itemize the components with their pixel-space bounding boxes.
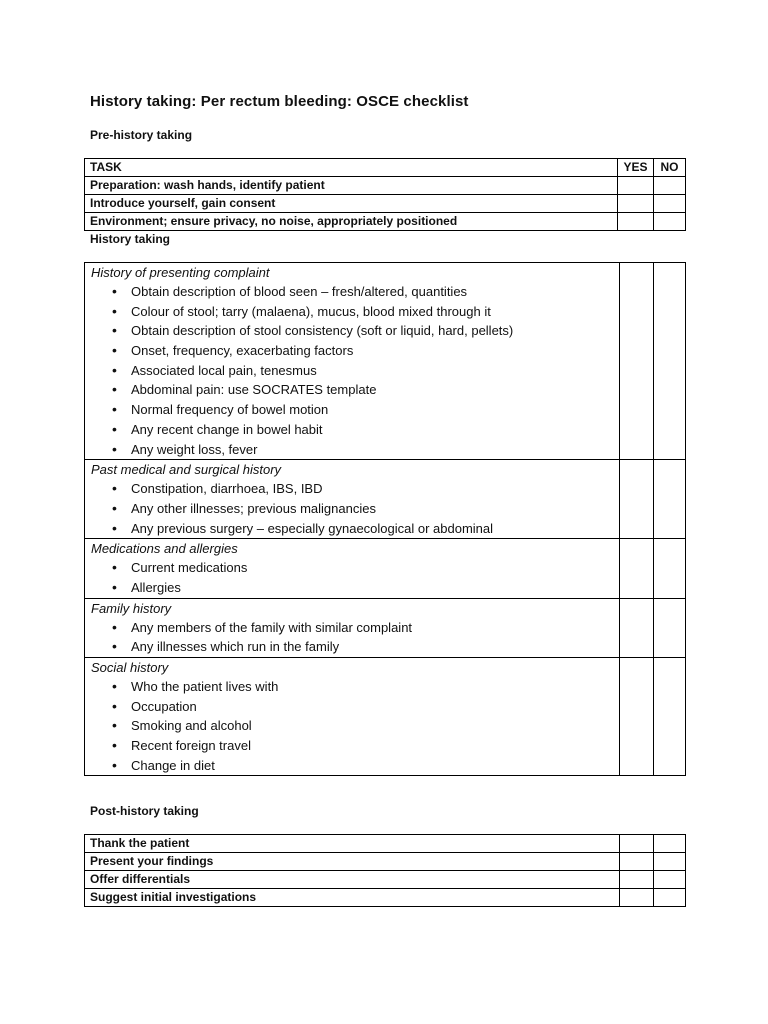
yes-checkbox-cell[interactable] [620, 889, 654, 907]
table-row [85, 871, 686, 889]
history-section-row [85, 263, 686, 460]
history-section-cell [85, 598, 620, 657]
no-checkbox-cell[interactable] [654, 539, 686, 598]
yes-checkbox-cell[interactable] [620, 871, 654, 889]
document-title: History taking: Per rectum bleeding: OSCE checklist [90, 93, 469, 110]
no-checkbox-cell[interactable] [654, 213, 686, 231]
history-section-cell [85, 539, 620, 598]
pre-history-table [84, 158, 686, 231]
history-heading: History taking [90, 232, 171, 246]
list-item: • Any members of the family with similar complaint [85, 618, 619, 638]
section-title: Past medical and surgical history [91, 462, 282, 478]
task-cell: Environment; ensure privacy, no noise, appropriately positioned [85, 213, 618, 231]
list-item: • Colour of stool; tarry (malaena), mucus, blood mixed through it [85, 302, 619, 322]
history-section-row [85, 539, 686, 598]
section-title: History of presenting complaint [91, 265, 270, 280]
no-checkbox-cell[interactable] [654, 658, 686, 776]
yes-checkbox-cell[interactable] [620, 460, 654, 539]
pre-history-heading: Pre-history taking [90, 128, 193, 142]
list-item: • Recent foreign travel [85, 736, 619, 756]
no-checkbox-cell[interactable] [654, 195, 686, 213]
no-checkbox-cell[interactable] [654, 460, 686, 539]
history-table [84, 262, 686, 776]
table-row [85, 195, 686, 213]
post-history-table [84, 834, 686, 907]
task-header: TASK [85, 159, 618, 177]
list-item: • Occupation [85, 697, 619, 717]
no-checkbox-cell[interactable] [654, 871, 686, 889]
task-cell: Suggest initial investigations [85, 889, 620, 907]
history-section-row [85, 658, 686, 776]
list-item: • Any previous surgery – especially gynaecological or abdominal [85, 519, 619, 539]
no-checkbox-cell[interactable] [654, 853, 686, 871]
yes-checkbox-cell[interactable] [620, 853, 654, 871]
list-item: • Associated local pain, tenesmus [85, 361, 619, 381]
list-item: • Constipation, diarrhoea, IBS, IBD [85, 479, 619, 499]
history-section-row [85, 598, 686, 657]
task-cell: Thank the patient [85, 835, 620, 853]
list-item: • Any recent change in bowel habit [85, 420, 619, 440]
no-checkbox-cell[interactable] [654, 177, 686, 195]
list-item: • Onset, frequency, exacerbating factors [85, 341, 619, 361]
task-cell: Offer differentials [85, 871, 620, 889]
no-checkbox-cell[interactable] [654, 889, 686, 907]
table-row [85, 853, 686, 871]
list-item: • Obtain description of stool consistency (soft or liquid, hard, pellets) [85, 321, 619, 341]
table-row [85, 889, 686, 907]
yes-checkbox-cell[interactable] [620, 658, 654, 776]
task-cell: Introduce yourself, gain consent [85, 195, 618, 213]
list-item: • Any weight loss, fever [85, 440, 619, 460]
yes-header: YES [618, 159, 654, 177]
no-checkbox-cell[interactable] [654, 598, 686, 657]
list-item: • Smoking and alcohol [85, 716, 619, 736]
list-item: • Who the patient lives with [85, 677, 619, 697]
task-cell: Preparation: wash hands, identify patient [85, 177, 618, 195]
post-history-heading: Post-history taking [90, 804, 199, 818]
no-checkbox-cell[interactable] [654, 263, 686, 460]
history-section-cell [85, 658, 620, 776]
history-section-row [85, 460, 686, 539]
list-item: • Allergies [85, 578, 619, 598]
list-item: • Current medications [85, 558, 619, 578]
list-item: • Any other illnesses; previous malignancies [85, 499, 619, 519]
no-checkbox-cell[interactable] [654, 835, 686, 853]
list-item: • Change in diet [85, 756, 619, 776]
no-header: NO [654, 159, 686, 177]
list-item: • Normal frequency of bowel motion [85, 400, 619, 420]
yes-checkbox-cell[interactable] [620, 539, 654, 598]
table-header-row [85, 159, 686, 177]
section-title: Social history [91, 660, 169, 675]
yes-checkbox-cell[interactable] [620, 263, 654, 460]
yes-checkbox-cell[interactable] [620, 835, 654, 853]
history-section-cell [85, 263, 620, 460]
section-title: Family history [91, 600, 172, 616]
list-item: • Abdominal pain: use SOCRATES template [85, 380, 619, 400]
history-section-cell [85, 460, 620, 539]
table-row [85, 835, 686, 853]
table-row [85, 177, 686, 195]
list-item: • Any illnesses which run in the family [85, 637, 619, 657]
task-cell: Present your findings [85, 853, 620, 871]
yes-checkbox-cell[interactable] [618, 177, 654, 195]
list-item: • Obtain description of blood seen – fresh/altered, quantities [85, 282, 619, 302]
table-row [85, 213, 686, 231]
section-title: Medications and allergies [91, 541, 238, 557]
yes-checkbox-cell[interactable] [618, 195, 654, 213]
yes-checkbox-cell[interactable] [620, 598, 654, 657]
yes-checkbox-cell[interactable] [618, 213, 654, 231]
